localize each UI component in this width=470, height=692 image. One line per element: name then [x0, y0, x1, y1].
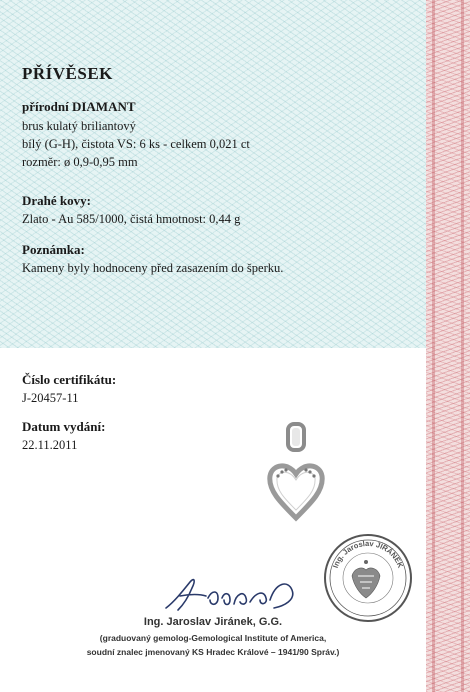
guilloche-background: [0, 0, 426, 348]
signature-credential-line-2: soudní znalec jmenovaný KS Hradec Králové – 1941/90 Správ.): [86, 647, 340, 657]
svg-text:Ing. Jaroslav JIRÁNEK: Ing. Jaroslav JIRÁNEK: [330, 538, 406, 570]
stone-line-color-clarity: bílý (G-H), čistota VS: 6 ks - celkem 0,021 ct: [22, 137, 250, 151]
decorative-border: [426, 0, 470, 692]
note-line: Kameny byly hodnoceny před zasazením do šperku.: [22, 261, 284, 275]
cert-number-value: J-20457-11: [22, 391, 79, 405]
seal-icon: [322, 532, 414, 624]
issue-date-label: Datum vydání:: [22, 419, 106, 434]
metal-line: Zlato - Au 585/1000, čistá hmotnost: 0,44 g: [22, 212, 241, 226]
metal-heading: Drahé kovy:: [22, 193, 91, 208]
cert-number-label: Číslo certifikátu:: [22, 372, 117, 387]
issue-date-value: 22.11.2011: [22, 438, 78, 452]
heart-pendant-icon: [262, 420, 330, 530]
signature-credential-line-1: (graduovaný gemolog-Gemological Institute of America,: [99, 633, 327, 643]
stone-line-cut: brus kulatý briliantový: [22, 119, 136, 133]
signature-name: Ing. Jaroslav Jiránek, G.G.: [143, 616, 283, 628]
note-heading: Poznámka:: [22, 242, 85, 257]
signature-icon: [160, 568, 300, 618]
stone-heading: přírodní DIAMANT: [22, 99, 136, 114]
stone-line-size: rozměr: ø 0,9-0,95 mm: [22, 155, 138, 169]
certificate-title: PŘÍVĚSEK: [22, 64, 113, 83]
